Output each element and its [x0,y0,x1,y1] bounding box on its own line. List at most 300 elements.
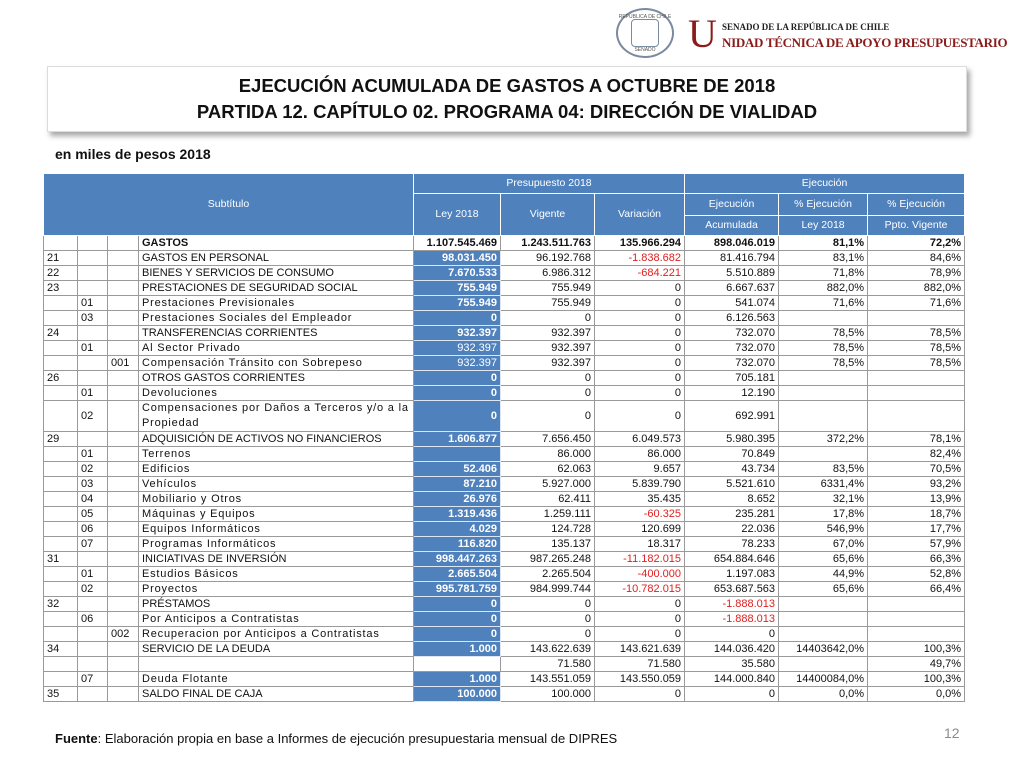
cell-pley [779,311,868,326]
cell-variacion: 35.435 [595,492,685,507]
cell-pley: 17,8% [779,507,868,522]
cell-pvig: 882,0% [868,281,965,296]
cell-ley: 0 [414,612,501,627]
cell-name: Programas Informáticos [139,537,414,552]
cell-name: INICIATIVAS DE INVERSIÓN [139,552,414,567]
cell-c1 [44,296,78,311]
cell-variacion: 0 [595,612,685,627]
cell-c3 [108,296,139,311]
budget-table [43,173,965,702]
cell-ley: 932.397 [414,341,501,356]
cell-c2: 03 [78,477,108,492]
seal-top-text: REPÚBLICA DE CHILE [618,14,672,20]
header-ejec-acum-1: Ejecución [685,194,779,216]
cell-c1 [44,386,78,401]
cell-variacion: 71.580 [595,657,685,672]
cell-variacion: 143.550.059 [595,672,685,687]
header-pct-vig-2: Ppto. Vigente [868,216,965,236]
cell-c2 [78,266,108,281]
cell-pvig: 93,2% [868,477,965,492]
cell-ley: 100.000 [414,687,501,702]
cell-name: ADQUISICIÓN DE ACTIVOS NO FINANCIEROS [139,432,414,447]
cell-c3: 001 [108,356,139,371]
cell-ley: 0 [414,371,501,386]
cell-c2: 04 [78,492,108,507]
cell-vigente: 62.063 [501,462,595,477]
cell-pley [779,657,868,672]
cell-c1: 35 [44,687,78,702]
cell-pvig: 17,7% [868,522,965,537]
table-row [44,326,965,341]
cell-name: Vehículos [139,477,414,492]
cell-c2 [78,236,108,251]
table-row [44,251,965,266]
cell-pvig: 72,2% [868,236,965,251]
cell-c3 [108,371,139,386]
cell-variacion: 0 [595,687,685,702]
cell-vigente: 71.580 [501,657,595,672]
cell-c1 [44,612,78,627]
cell-ejec: 8.652 [685,492,779,507]
cell-c2: 01 [78,567,108,582]
table-row [44,462,965,477]
cell-c1 [44,627,78,642]
cell-variacion: -11.182.015 [595,552,685,567]
cell-vigente: 0 [501,612,595,627]
cell-c3 [108,311,139,326]
cell-c2 [78,687,108,702]
cell-c1: 34 [44,642,78,657]
cell-c1 [44,341,78,356]
cell-pley [779,597,868,612]
cell-vigente: 0 [501,311,595,326]
cell-ley: 0 [414,401,501,432]
page-subtitle-heading: PARTIDA 12. CAPÍTULO 02. PROGRAMA 04: DIRECCIÓN DE VIALIDAD [196,101,818,122]
cell-variacion: -60.325 [595,507,685,522]
cell-vigente: 7.656.450 [501,432,595,447]
cell-c1 [44,356,78,371]
cell-variacion: 6.049.573 [595,432,685,447]
cell-c2: 01 [78,447,108,462]
header-presupuesto: Presupuesto 2018 [414,174,685,194]
cell-c3 [108,657,139,672]
header-ley: Ley 2018 [414,194,501,236]
cell-c2: 01 [78,341,108,356]
cell-pvig: 78,9% [868,266,965,281]
cell-variacion: 0 [595,296,685,311]
cell-variacion: 0 [595,281,685,296]
cell-variacion: 0 [595,356,685,371]
cell-vigente: 62.411 [501,492,595,507]
cell-variacion: 5.839.790 [595,477,685,492]
table-row [44,266,965,281]
cell-vigente: 987.265.248 [501,552,595,567]
table-row [44,236,965,251]
cell-ejec: 732.070 [685,326,779,341]
cell-pvig [868,612,965,627]
cell-pvig [868,311,965,326]
cell-pley: 32,1% [779,492,868,507]
cell-name: Prestaciones Previsionales [139,296,414,311]
cell-name: Máquinas y Equipos [139,507,414,522]
cell-pley: 65,6% [779,582,868,597]
cell-c2 [78,281,108,296]
cell-name: Mobiliario y Otros [139,492,414,507]
cell-c2 [78,356,108,371]
cell-c3 [108,477,139,492]
cell-pley: 78,5% [779,326,868,341]
table-row [44,687,965,702]
cell-vigente: 100.000 [501,687,595,702]
header-ejecucion: Ejecución [685,174,965,194]
cell-c3 [108,552,139,567]
cell-ejec: 5.521.610 [685,477,779,492]
cell-c3 [108,522,139,537]
cell-name: Al Sector Privado [139,341,414,356]
cell-c3 [108,567,139,582]
cell-c3 [108,236,139,251]
cell-c3 [108,582,139,597]
cell-pvig: 78,1% [868,432,965,447]
table-row [44,492,965,507]
cell-ejec: 22.036 [685,522,779,537]
cell-ejec: 654.884.646 [685,552,779,567]
cell-pley: 882,0% [779,281,868,296]
cell-c1 [44,672,78,687]
cell-pley: 14403642,0% [779,642,868,657]
cell-c1: 26 [44,371,78,386]
cell-vigente: 755.949 [501,296,595,311]
cell-c3 [108,401,139,432]
cell-pvig: 0,0% [868,687,965,702]
cell-ejec: 732.070 [685,341,779,356]
cell-c2: 06 [78,612,108,627]
cell-variacion: 0 [595,627,685,642]
cell-ejec: 6.126.563 [685,311,779,326]
cell-vigente: 932.397 [501,326,595,341]
cell-c2: 01 [78,296,108,311]
cell-ley: 755.949 [414,296,501,311]
cell-name: Proyectos [139,582,414,597]
cell-c2 [78,371,108,386]
cell-vigente: 755.949 [501,281,595,296]
cell-c1 [44,492,78,507]
cell-pvig: 78,5% [868,356,965,371]
cell-pvig [868,371,965,386]
cell-name: Compensación Tránsito con Sobrepeso [139,356,414,371]
cell-pley [779,447,868,462]
cell-ejec: 12.190 [685,386,779,401]
cell-pvig [868,386,965,401]
cell-name: BIENES Y SERVICIOS DE CONSUMO [139,266,414,281]
cell-ley [414,447,501,462]
cell-c2 [78,642,108,657]
cell-ley: 932.397 [414,326,501,341]
unit-name: NIDAD TÉCNICA DE APOYO PRESUPUESTARIO [722,35,1008,50]
cell-ejec: 6.667.637 [685,281,779,296]
cell-variacion: -1.838.682 [595,251,685,266]
header-pct-ley-1: % Ejecución [779,194,868,216]
cell-variacion: -400.000 [595,567,685,582]
cell-c3 [108,507,139,522]
cell-c1 [44,401,78,432]
cell-name: GASTOS [139,236,414,251]
table-row [44,341,965,356]
table-row [44,507,965,522]
cell-pvig: 70,5% [868,462,965,477]
cell-pvig [868,597,965,612]
cell-variacion: 18.317 [595,537,685,552]
cell-name: Terrenos [139,447,414,462]
cell-ejec: 732.070 [685,356,779,371]
cell-pley: 78,5% [779,341,868,356]
cell-name: SERVICIO DE LA DEUDA [139,642,414,657]
cell-c3: 002 [108,627,139,642]
cell-c2: 07 [78,537,108,552]
cell-pley: 546,9% [779,522,868,537]
table-row [44,386,965,401]
cell-ley: 998.447.263 [414,552,501,567]
cell-vigente: 0 [501,401,595,432]
cell-pley: 0,0% [779,687,868,702]
table-body [44,236,965,702]
cell-ejec: 653.687.563 [685,582,779,597]
table-row [44,582,965,597]
table-row [44,627,965,642]
cell-pley: 71,6% [779,296,868,311]
cell-c2: 02 [78,401,108,432]
page-number: 12 [944,725,960,741]
cell-vigente: 0 [501,371,595,386]
cell-ejec: 235.281 [685,507,779,522]
cell-c2: 07 [78,672,108,687]
table-row [44,642,965,657]
cell-c3 [108,447,139,462]
cell-ejec: 78.233 [685,537,779,552]
cell-ejec: 43.734 [685,462,779,477]
cell-vigente: 135.137 [501,537,595,552]
cell-ejec: 541.074 [685,296,779,311]
header-pct-ley-2: Ley 2018 [779,216,868,236]
table-row [44,672,965,687]
cell-vigente: 2.265.504 [501,567,595,582]
cell-c2: 01 [78,386,108,401]
cell-c3 [108,386,139,401]
cell-name [139,657,414,672]
cell-vigente: 0 [501,627,595,642]
cell-pley: 81,1% [779,236,868,251]
cell-c3 [108,281,139,296]
cell-pvig: 49,7% [868,657,965,672]
cell-ejec: 0 [685,627,779,642]
cell-pvig: 100,3% [868,642,965,657]
cell-vigente: 143.551.059 [501,672,595,687]
cell-ejec: 81.416.794 [685,251,779,266]
cell-c1: 21 [44,251,78,266]
cell-c3 [108,612,139,627]
cell-vigente: 5.927.000 [501,477,595,492]
table-row [44,296,965,311]
cell-c3 [108,432,139,447]
cell-variacion: 0 [595,341,685,356]
cell-c2 [78,326,108,341]
table-row [44,567,965,582]
logo-letter: U [688,11,717,56]
cell-ley: 52.406 [414,462,501,477]
source-label: Fuente [55,731,98,746]
cell-variacion: 143.621.639 [595,642,685,657]
cell-c1 [44,462,78,477]
cell-c3 [108,672,139,687]
cell-ejec: -1.888.013 [685,612,779,627]
cell-vigente: 932.397 [501,356,595,371]
header-vigente: Vigente [501,194,595,236]
cell-c1 [44,447,78,462]
cell-pvig [868,401,965,432]
cell-ley: 755.949 [414,281,501,296]
cell-variacion: 0 [595,371,685,386]
cell-pvig: 18,7% [868,507,965,522]
cell-variacion: 120.699 [595,522,685,537]
cell-ejec: 144.000.840 [685,672,779,687]
cell-name: SALDO FINAL DE CAJA [139,687,414,702]
cell-pley: 71,8% [779,266,868,281]
header-row-1 [44,174,965,194]
cell-ejec: 1.197.083 [685,567,779,582]
cell-ejec: 692.991 [685,401,779,432]
cell-name: Deuda Flotante [139,672,414,687]
table-row [44,281,965,296]
cell-c1 [44,311,78,326]
cell-c2: 05 [78,507,108,522]
cell-c2 [78,552,108,567]
cell-c3 [108,326,139,341]
cell-vigente: 932.397 [501,341,595,356]
cell-variacion: -684.221 [595,266,685,281]
cell-pley [779,627,868,642]
cell-pley: 67,0% [779,537,868,552]
cell-vigente: 984.999.744 [501,582,595,597]
cell-vigente: 1.243.511.763 [501,236,595,251]
seal-bottom-text: SENADO [634,47,656,53]
cell-pley [779,386,868,401]
cell-ejec: 5.510.889 [685,266,779,281]
cell-ley: 26.976 [414,492,501,507]
cell-ejec: 0 [685,687,779,702]
table-row [44,371,965,386]
cell-pvig: 78,5% [868,326,965,341]
cell-variacion: 86.000 [595,447,685,462]
cell-vigente: 0 [501,597,595,612]
cell-c1: 31 [44,552,78,567]
cell-pley: 6331,4% [779,477,868,492]
units-caption: en miles de pesos 2018 [55,146,211,162]
cell-c3 [108,341,139,356]
cell-ley: 116.820 [414,537,501,552]
cell-pley [779,371,868,386]
cell-name: Prestaciones Sociales del Empleador [139,311,414,326]
cell-ley: 4.029 [414,522,501,537]
cell-pvig: 57,9% [868,537,965,552]
cell-variacion: 0 [595,311,685,326]
header-pct-vig-1: % Ejecución [868,194,965,216]
cell-vigente: 0 [501,386,595,401]
cell-pvig: 52,8% [868,567,965,582]
cell-c1 [44,567,78,582]
senate-name: SENADO DE LA REPÚBLICA DE CHILE [722,22,890,32]
header-variacion: Variación [595,194,685,236]
cell-variacion: 135.966.294 [595,236,685,251]
table-row [44,552,965,567]
cell-variacion: 0 [595,597,685,612]
cell-c3 [108,687,139,702]
cell-ley: 1.000 [414,642,501,657]
cell-c3 [108,597,139,612]
cell-c2 [78,627,108,642]
cell-c3 [108,537,139,552]
table-row [44,477,965,492]
cell-vigente: 6.986.312 [501,266,595,281]
cell-c1 [44,537,78,552]
seal-shield-icon [631,19,659,47]
cell-name: Recuperacion por Anticipos a Contratistas [139,627,414,642]
cell-c3 [108,642,139,657]
cell-ejec: 705.181 [685,371,779,386]
cell-ley: 0 [414,311,501,326]
source-text: : Elaboración propia en base a Informes de ejecución presupuestaria mensual de DIPRES [97,731,618,746]
title-box [47,66,967,132]
cell-ley: 0 [414,386,501,401]
header-subtitulo: Subtítulo [44,174,414,236]
cell-name: Equipos Informáticos [139,522,414,537]
cell-c3 [108,266,139,281]
cell-ejec: 35.580 [685,657,779,672]
cell-c1 [44,477,78,492]
cell-ley [414,657,501,672]
cell-name: PRÉSTAMOS [139,597,414,612]
cell-c2 [78,597,108,612]
header-logos [612,4,1012,60]
cell-c2 [78,432,108,447]
cell-ejec: 5.980.395 [685,432,779,447]
cell-ejec: -1.888.013 [685,597,779,612]
cell-ejec: 144.036.420 [685,642,779,657]
table-row [44,447,965,462]
cell-c1 [44,522,78,537]
cell-pley: 83,5% [779,462,868,477]
table-row [44,657,965,672]
cell-pley [779,401,868,432]
cell-ley: 1.606.877 [414,432,501,447]
cell-c3 [108,462,139,477]
cell-c1: 32 [44,597,78,612]
cell-c2: 02 [78,462,108,477]
table-row [44,401,965,432]
cell-name: GASTOS EN PERSONAL [139,251,414,266]
table-row [44,432,965,447]
cell-pley: 78,5% [779,356,868,371]
cell-vigente: 86.000 [501,447,595,462]
table-row [44,612,965,627]
cell-pvig: 13,9% [868,492,965,507]
cell-c2: 06 [78,522,108,537]
cell-name: Devoluciones [139,386,414,401]
cell-ley: 0 [414,597,501,612]
cell-c3 [108,492,139,507]
cell-name: OTROS GASTOS CORRIENTES [139,371,414,386]
cell-c1: 29 [44,432,78,447]
cell-ley: 0 [414,627,501,642]
